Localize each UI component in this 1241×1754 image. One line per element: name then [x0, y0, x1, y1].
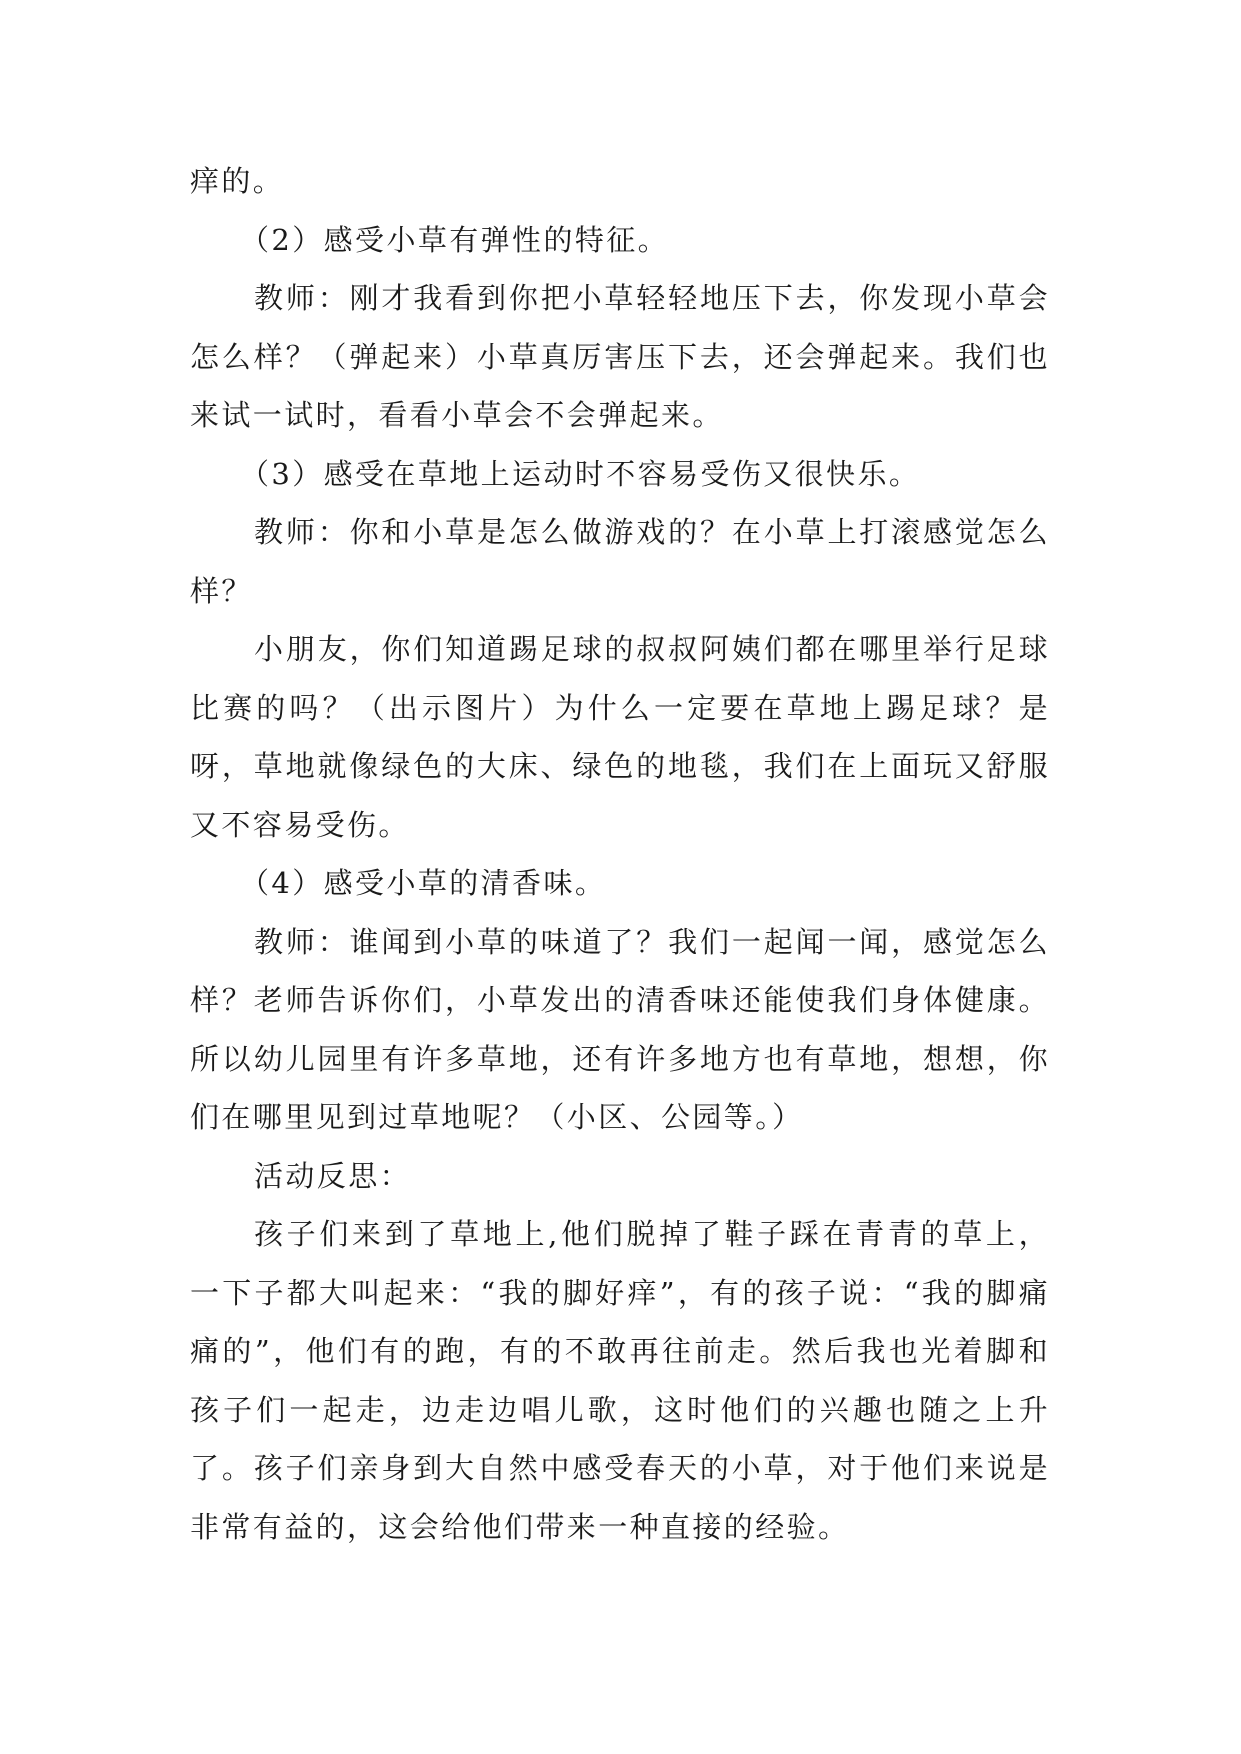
reflection-heading: 活动反思：	[254, 1158, 412, 1193]
paragraph-reflection: 孩子们来到了草地上,他们脱掉了鞋子踩在青青的草上，一下子都大叫起来：“我的脚好痒”，有的孩子说：“我的脚痛痛的”，他们有的跑，有的不敢再往前走。然后我也光着脚和孩子们一起走，边走边唱儿歌，这时他们的兴趣也随之上升了。孩子们亲身到大自然中感受春天的小草，对于他们来说是非常有益的，这会给他们带来一种直接的经验。	[190, 1217, 1050, 1544]
section-heading-2: （2）感受小草有弹性的特征。	[240, 222, 670, 257]
section-heading-3: （3）感受在草地上运动时不容易受伤又很快乐。	[240, 456, 921, 491]
paragraph-football: 小朋友，你们知道踢足球的叔叔阿姨们都在哪里举行足球比赛的吗？（出示图片）为什么一定要在草地上踢足球？是呀，草地就像绿色的大床、绿色的地毯，我们在上面玩又舒服又不容易受伤。	[190, 632, 1050, 842]
paragraph-teacher-3: 教师：谁闻到小草的味道了？我们一起闻一闻，感觉怎么样？老师告诉你们，小草发出的清香味还能使我们身体健康。所以幼儿园里有许多草地，还有许多地方也有草地，想想，你们在哪里见到过草地呢？（小区、公园等。）	[190, 924, 1050, 1134]
paragraph-continuation: 痒的。	[190, 164, 285, 198]
section-heading-4: （4）感受小草的清香味。	[240, 866, 607, 900]
document-body	[190, 152, 1050, 1556]
paragraph-teacher-2: 教师：你和小草是怎么做游戏的？在小草上打滚感觉怎么样？	[190, 515, 1050, 608]
paragraph-teacher-1: 教师：刚才我看到你把小草轻轻地压下去，你发现小草会怎么样？（弹起来）小草真厉害压下去，还会弹起来。我们也来试一试时，看看小草会不会弹起来。	[190, 281, 1050, 432]
